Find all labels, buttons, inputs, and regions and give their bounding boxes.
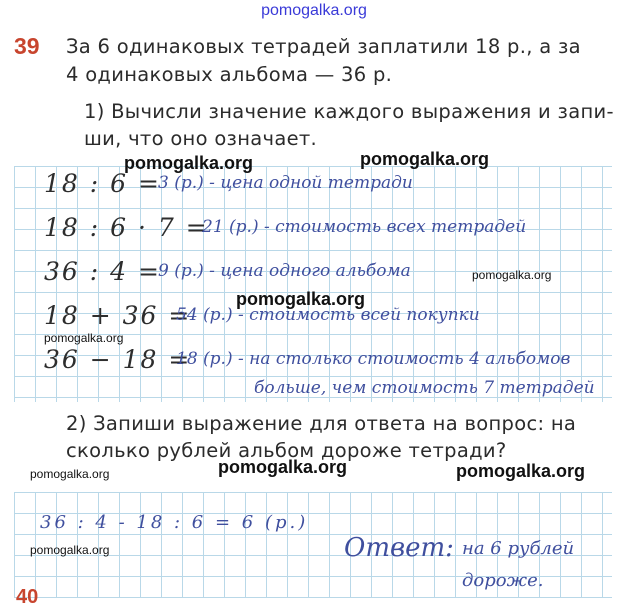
watermark-1: pomogalka.org — [124, 153, 254, 173]
calculation-expression: 36 : 4 - 18 : 6 = 6 (р.) — [40, 512, 309, 533]
part2-text-line-1: 2) Запиши выражение для ответа на вопрос: на — [66, 412, 577, 435]
task-number: 39 — [14, 33, 40, 59]
expression-5-answer: 18 (р.) - на столько стоимость 4 альбомов — [176, 349, 571, 369]
expression-5-answer-continuation: больше, чем стоимость 7 тетрадей — [254, 378, 595, 398]
watermark-9: pomogalka.org — [30, 543, 110, 557]
watermark-4: pomogalka.org — [236, 289, 366, 309]
watermark-6: pomogalka.org — [218, 457, 348, 477]
expression-1: 18 : 6 = — [44, 169, 161, 198]
expression-1-answer: 3 (р.) - цена одной тетради — [158, 173, 413, 193]
expression-2: 18 : 6 · 7 = — [44, 213, 209, 242]
expression-3: 36 : 4 = — [44, 257, 161, 286]
next-task-number: 40 — [16, 586, 39, 608]
part2-text-line-2: сколько рублей альбом дороже тетради? — [66, 439, 507, 462]
task-text-line-1: За 6 одинаковых тетрадей заплатили 18 р., а за — [66, 35, 581, 58]
watermark-2: pomogalka.org — [360, 149, 490, 169]
part1-text-line-2: ши, что оно означает. — [84, 127, 318, 150]
expression-2-answer: 21 (р.) - стоимость всех тетрадей — [202, 217, 527, 237]
watermark-5: pomogalka.org — [44, 331, 124, 345]
expression-5: 36 − 18 = — [44, 345, 192, 374]
answer-label: Ответ: — [344, 533, 454, 563]
watermark-8: pomogalka.org — [30, 467, 110, 481]
watermark-3: pomogalka.org — [472, 268, 552, 282]
answer-text-line-1: на 6 рублей — [462, 538, 575, 559]
expression-4-answer: 54 (р.) - стоимость всей покупки — [176, 305, 480, 325]
expression-3-answer: 9 (р.) - цена одного альбома — [158, 261, 411, 281]
task-text-line-2: 4 одинаковых альбома — 36 р. — [66, 63, 393, 86]
expression-4: 18 + 36 = — [44, 301, 192, 330]
watermark-7: pomogalka.org — [456, 461, 586, 481]
part1-text-line-1: 1) Вычисли значение каждого выражения и запи- — [84, 100, 614, 123]
site-watermark-top: pomogalka.org — [261, 2, 367, 19]
answer-text-line-2: дороже. — [462, 570, 544, 591]
